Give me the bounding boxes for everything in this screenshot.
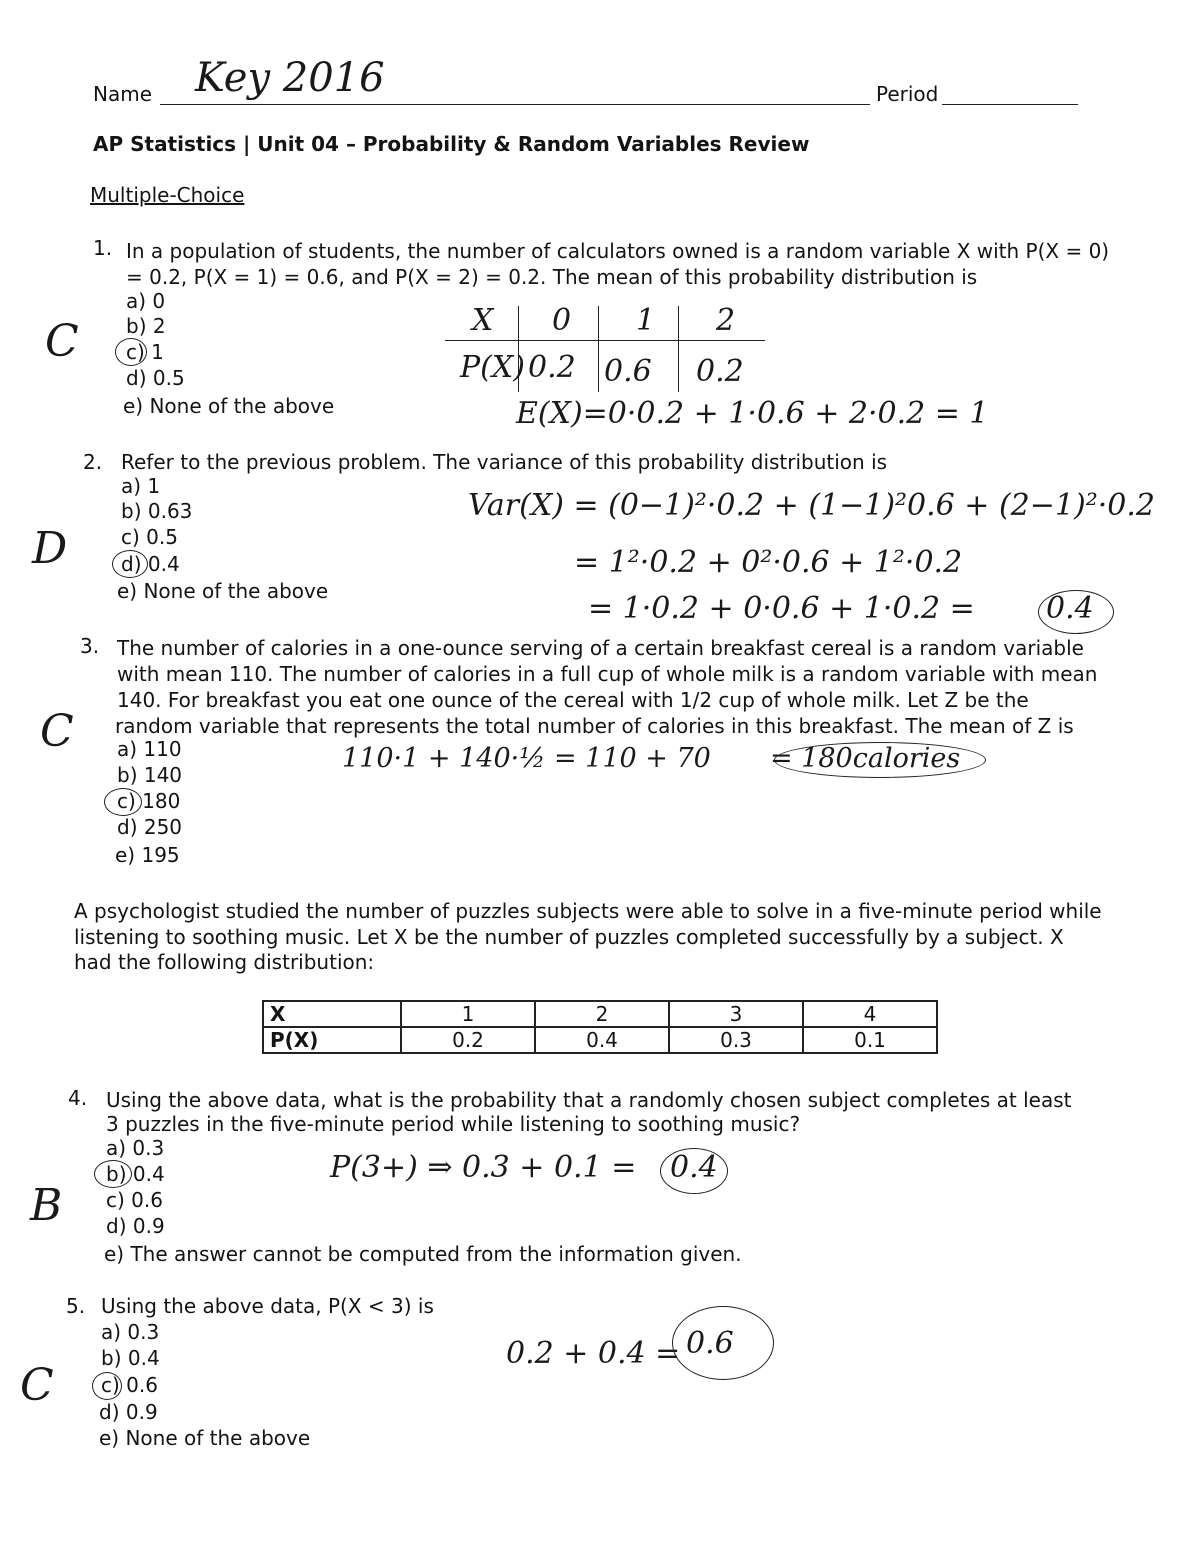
q5-option-e: e) None of the above [99, 1426, 311, 1450]
q1-work-mean: E(X)=0·0.2 + 1·0.6 + 2·0.2 = 1 [516, 396, 989, 431]
table-row [263, 1001, 937, 1027]
q5-answer-circle [672, 1306, 774, 1380]
q4-work-line: P(3+) ⇒ 0.3 + 0.1 = [330, 1150, 637, 1185]
q1-stem-line2: = 0.2, P(X = 1) = 0.6, and P(X = 2) = 0.2. The mean of this probability distribution is [126, 265, 978, 289]
q2-selected-circle [112, 550, 148, 578]
table-x-label: X [263, 1001, 401, 1027]
q1-option-a: a) 0 [126, 289, 166, 313]
q5-selected-circle [92, 1372, 122, 1400]
q1-work-p-0: 0.2 [528, 350, 576, 385]
q2-answer-circle [1038, 590, 1114, 634]
q3-selected-circle [104, 788, 142, 816]
q1-option-e: e) None of the above [123, 394, 335, 418]
name-label: Name [93, 82, 153, 106]
table-x-value: 3 [669, 1001, 803, 1027]
q1-work-x-0: 0 [552, 303, 572, 338]
q2-option-d: d) 0.4 [121, 552, 180, 576]
q5-option-a: a) 0.3 [101, 1320, 160, 1344]
q3-stem-line3: 140. For breakfast you eat one ounce of the cereal with 1/2 cup of whole milk. Let Z be the [117, 688, 1029, 712]
q1-selected-circle [115, 338, 147, 366]
q4-option-a: a) 0.3 [106, 1136, 165, 1160]
q3-answer-letter: C [40, 706, 74, 757]
q1-answer-letter: C [45, 316, 79, 367]
q1-stem-line1: In a population of students, the number of calculators owned is a random variable X with P(X = 0) [126, 239, 1110, 263]
q5-answer-letter: C [20, 1360, 54, 1411]
q3-option-b: b) 140 [117, 763, 183, 787]
q2-option-b: b) 0.63 [121, 499, 193, 523]
q1-work-divider-2 [598, 306, 599, 392]
q3-answer-circle [774, 742, 986, 778]
q1-number: 1. [93, 236, 113, 260]
table-p-value: 0.3 [669, 1027, 803, 1053]
q4-option-e: e) The answer cannot be computed from the information given. [104, 1242, 742, 1266]
q3-stem-line4: random variable that represents the total number of calories in this breakfast. The mean of Z is [115, 714, 1074, 738]
table-p-label: P(X) [263, 1027, 401, 1053]
q5-stem-line1: Using the above data, P(X < 3) is [101, 1294, 434, 1318]
q3-option-c: c) 180 [117, 789, 181, 813]
q2-option-a: a) 1 [121, 474, 161, 498]
table-p-value: 0.1 [803, 1027, 937, 1053]
period-line [942, 104, 1078, 105]
q4-stem-line2: 3 puzzles in the five-minute period while listening to soothing music? [106, 1112, 801, 1136]
q5-number: 5. [66, 1294, 86, 1318]
q4-answer-circle [660, 1148, 728, 1194]
distribution-table [262, 1000, 938, 1054]
q4-number: 4. [68, 1086, 88, 1110]
q4-option-b: b) 0.4 [106, 1162, 165, 1186]
q3-work-line: 110·1 + 140·½ = 110 + 70 [342, 743, 711, 774]
page-title: AP Statistics | Unit 04 – Probability & Random Variables Review [93, 132, 810, 156]
table-x-value: 4 [803, 1001, 937, 1027]
q4-stem-line1: Using the above data, what is the probability that a randomly chosen subject completes at least [106, 1088, 1072, 1112]
q3-option-a: a) 110 [117, 737, 182, 761]
q1-option-d: d) 0.5 [126, 366, 185, 390]
q5-option-d: d) 0.9 [99, 1400, 158, 1424]
q3-stem-line1: The number of calories in a one-ounce serving of a certain breakfast cereal is a random variable [117, 636, 1084, 660]
section-heading: Multiple-Choice [90, 183, 245, 207]
q2-answer-letter: D [32, 523, 68, 574]
table-p-value: 0.4 [535, 1027, 669, 1053]
q5-option-b: b) 0.4 [101, 1346, 160, 1370]
period-label: Period [876, 82, 939, 106]
q1-work-x-2: 2 [716, 303, 736, 338]
q2-stem-line1: Refer to the previous problem. The variance of this probability distribution is [121, 450, 888, 474]
q2-work-line3: = 1·0.2 + 0·0.6 + 1·0.2 = [588, 591, 975, 626]
q1-option-c: c) 1 [126, 340, 164, 364]
q2-work-line1: Var(X) = (0−1)²·0.2 + (1−1)²0.6 + (2−1)²·0.2 [468, 488, 1155, 523]
name-handwritten: Key 2016 [195, 55, 385, 101]
q5-work-answer: 0.6 [686, 1326, 734, 1361]
table-x-value: 1 [401, 1001, 535, 1027]
q3-option-d: d) 250 [117, 815, 183, 839]
q3-stem-line2: with mean 110. The number of calories in a full cup of whole milk is a random variable with mean [117, 662, 1098, 686]
q2-option-c: c) 0.5 [121, 525, 178, 549]
q2-work-answer: 0.4 [1046, 591, 1094, 626]
q1-option-b: b) 2 [126, 314, 166, 338]
q1-work-divider-3 [678, 306, 679, 392]
passage-line3: had the following distribution: [74, 950, 375, 974]
q2-number: 2. [83, 450, 103, 474]
q5-option-c: c) 0.6 [101, 1373, 158, 1397]
q1-work-x-label: X [472, 303, 494, 338]
q1-work-x-1: 1 [636, 303, 656, 338]
q2-option-e: e) None of the above [117, 579, 329, 603]
q4-work-answer: 0.4 [670, 1150, 718, 1185]
name-line [160, 104, 870, 105]
passage-line2: listening to soothing music. Let X be the number of puzzles completed successfully by a subject. X [74, 925, 1064, 949]
q3-option-e: e) 195 [115, 843, 180, 867]
table-x-value: 2 [535, 1001, 669, 1027]
table-p-value: 0.2 [401, 1027, 535, 1053]
q4-answer-letter: B [30, 1180, 63, 1231]
q5-work-line: 0.2 + 0.4 = [506, 1336, 681, 1371]
q3-work-answer: = 180calories [770, 743, 961, 774]
q4-option-d: d) 0.9 [106, 1214, 165, 1238]
q4-option-c: c) 0.6 [106, 1188, 163, 1212]
q3-number: 3. [80, 634, 100, 658]
q1-work-p-2: 0.2 [696, 354, 744, 389]
q1-work-p-1: 0.6 [604, 354, 652, 389]
q2-work-line2: = 1²·0.2 + 0²·0.6 + 1²·0.2 [574, 545, 963, 580]
passage-line1: A psychologist studied the number of puzzles subjects were able to solve in a five-minute period while [74, 899, 1102, 923]
table-row [263, 1027, 937, 1053]
q1-work-table-rule [445, 340, 765, 341]
q1-work-p-label: P(X) [460, 350, 525, 385]
q4-selected-circle [94, 1160, 132, 1188]
